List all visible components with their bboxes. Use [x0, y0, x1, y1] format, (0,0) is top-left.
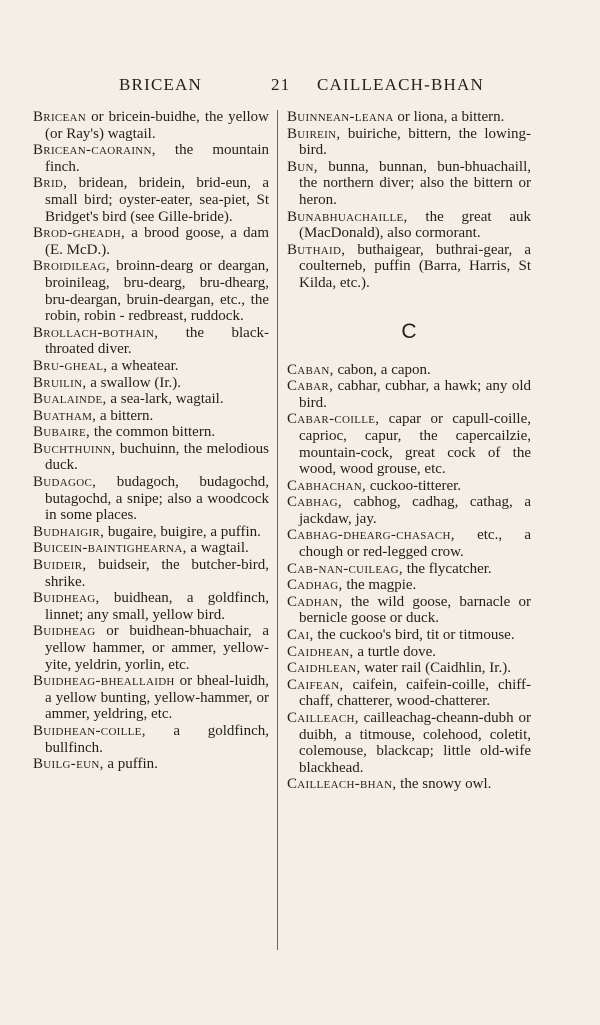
entry-definition: the black-throated diver.	[45, 324, 269, 358]
entry-definition: the wild goose, barnacle or bernicle goose or duck.	[299, 593, 531, 627]
running-head	[0, 75, 600, 95]
entry-headword: Cadhan,	[287, 593, 343, 610]
entry-definition: the great auk (MacDonald), also cormorant.	[299, 208, 531, 242]
entry-headword: Buinnean-leana	[287, 109, 394, 125]
entry-definition: the snowy owl.	[396, 776, 492, 793]
entry-definition: budagoch, budagochd, butagochd, a snipe; also a woodcock in some places.	[45, 474, 269, 524]
entry-definition: buidseir, the butcher-bird, shrike.	[45, 557, 269, 590]
entry-headword: Buchthuinn,	[33, 440, 116, 457]
entry-headword: Buirein,	[287, 125, 341, 142]
dictionary-entry	[287, 494, 531, 527]
dictionary-entry	[287, 627, 531, 644]
entry-headword: Buidheag	[33, 623, 96, 640]
entry-definition: buidhean, a goldfinch, linnet; any small, yellow bird.	[45, 590, 269, 623]
entry-headword: Cadhag,	[287, 577, 343, 594]
entry-headword: Bricean-caorainn,	[33, 142, 156, 159]
dictionary-entry	[287, 478, 531, 495]
left-column	[33, 109, 269, 773]
entry-definition: bridean, bridein, brid-eun, a small bird; oyster-eater, sea-piet, St Bridget's bird (see Gille-bride).	[45, 175, 269, 225]
dictionary-entry	[287, 411, 531, 477]
dictionary-entry	[287, 644, 531, 661]
dictionary-entry	[287, 109, 531, 126]
entry-definition: a wheatear.	[107, 357, 179, 374]
dictionary-entry	[287, 126, 531, 159]
dictionary-entry	[287, 677, 531, 710]
entry-definition: cailleachag-cheann-dubh or duibh, a titmouse, colehood, coletit, colemouse, blackcap; little old-wife blackhead.	[299, 710, 531, 776]
dictionary-entry	[33, 375, 269, 392]
right-top-entries	[287, 109, 531, 292]
entry-headword: Caifean,	[287, 676, 344, 693]
entry-definition: a goldfinch, bullfinch.	[45, 722, 269, 756]
entry-definition: cabhar, cubhar, a hawk; any old bird.	[299, 378, 531, 411]
right-bottom-entries	[287, 362, 531, 793]
entry-headword: Bruilin,	[33, 374, 87, 391]
dictionary-entry	[287, 527, 531, 560]
entry-headword: Bunabhuachaille,	[287, 208, 408, 225]
entry-definition: a swallow (Ir.).	[86, 374, 181, 391]
dictionary-entry	[33, 756, 269, 773]
entry-definition: capar or capull-coille, caprioc, capur, the capercailzie, mountain-cock, great cock of the wood, wood grouse, etc.	[299, 411, 531, 478]
entry-headword: Buidheag,	[33, 590, 100, 607]
right-column	[287, 109, 531, 793]
entry-headword: Caidhean,	[287, 643, 354, 660]
dictionary-entry	[33, 391, 269, 408]
entry-definition: or bheal-luidh, a yellow bunting, yellow-hammer, or ammer, yeldring, etc.	[45, 673, 269, 723]
dictionary-entry	[287, 378, 531, 411]
dictionary-entry	[33, 524, 269, 541]
entry-headword: Buideir,	[33, 557, 87, 574]
dictionary-entry	[33, 590, 269, 623]
entry-definition: a bittern.	[96, 407, 154, 424]
entry-headword: Cabar-coille,	[287, 411, 380, 428]
entry-headword: Bru-gheal,	[33, 357, 108, 374]
entry-headword: Buidheag-bheallaidh	[33, 673, 175, 690]
dictionary-entry	[33, 441, 269, 474]
page-number: 21	[271, 75, 291, 94]
dictionary-entry	[33, 557, 269, 590]
entry-headword: Cabar,	[287, 378, 334, 395]
entry-definition: cabhog, cadhag, cathag, a jackdaw, jay.	[299, 494, 531, 527]
dictionary-entry	[33, 109, 269, 142]
entry-headword: Cailleach-bhan,	[287, 776, 397, 793]
entry-headword: Builg-eun,	[33, 756, 104, 773]
dictionary-entry	[287, 594, 531, 627]
entry-definition: buiriche, bittern, the lowing-bird.	[299, 125, 531, 159]
entry-definition: bunna, bunnan, bun-bhuachaill, the northern diver; also the bittern or heron.	[299, 158, 531, 208]
entry-headword: Buthaid,	[287, 241, 346, 258]
entry-definition: caifein, caifein-coille, chiff-chaff, chatterer, wood-chatterer.	[299, 676, 531, 710]
entry-definition: water rail (Caidhlin, Ir.).	[360, 660, 511, 677]
entry-definition: the flycatcher.	[402, 560, 492, 577]
entry-definition: a puffin.	[103, 756, 158, 773]
entry-headword: Budagoc,	[33, 474, 97, 491]
entry-headword: Bricean	[33, 109, 87, 125]
running-head-left: BRICEAN	[119, 75, 203, 94]
entry-headword: Buidhean-coille,	[33, 722, 146, 739]
dictionary-entry	[33, 623, 269, 673]
entry-headword: Cailleach,	[287, 710, 359, 726]
dictionary-entry	[33, 225, 269, 258]
dictionary-entry	[33, 723, 269, 756]
entry-headword: Cabhag-dhearg-chasach,	[287, 527, 455, 544]
entry-headword: Buicein-baintighearna,	[33, 540, 187, 557]
dictionary-entry	[33, 175, 269, 225]
left-entries	[33, 109, 269, 773]
entry-headword: Bualainde,	[33, 391, 107, 408]
dictionary-entry	[33, 424, 269, 441]
dictionary-entry	[287, 159, 531, 209]
entry-headword: Cabhag,	[287, 494, 342, 511]
entry-definition: cabon, a capon.	[333, 361, 431, 378]
entry-definition: a brood goose, a dam (E. McD.).	[45, 225, 269, 258]
entry-definition: the cuckoo's bird, tit or titmouse.	[313, 627, 515, 644]
entry-headword: Caban,	[287, 361, 334, 378]
dictionary-entry	[287, 660, 531, 677]
entry-headword: Cabhachan,	[287, 477, 367, 494]
entry-definition: broinn-dearg or deargan, broinileag, bru-dearg, bru-dhearg, bru-deargan, bruin-deargan, etc., the robin, robin - redbreast, ruddock.	[45, 258, 269, 325]
entry-definition: buchuinn, the melodious duck.	[45, 440, 269, 474]
dictionary-entry	[33, 474, 269, 524]
entry-definition: or bricein-buidhe, the yellow (or Ray's) wagtail.	[45, 109, 269, 142]
entry-definition: or liona, a bittern.	[393, 109, 505, 125]
entry-definition: the magpie.	[342, 577, 417, 594]
dictionary-entry	[287, 242, 531, 292]
entry-headword: Brod-gheadh,	[33, 225, 126, 242]
entry-headword: Broidileag,	[33, 258, 110, 275]
entry-definition: or buidhean-bhuachair, a yellow hammer, or ammer, yellow-yite, yeldrin, yorlin, etc.	[45, 623, 269, 673]
dictionary-entry	[287, 577, 531, 594]
entry-definition: a sea-lark, wagtail.	[106, 391, 224, 408]
running-head-right: CAILLEACH-BHAN	[317, 75, 484, 94]
column-divider	[277, 110, 278, 950]
dictionary-entry	[287, 362, 531, 379]
entry-headword: Bubaire,	[33, 424, 91, 441]
entry-headword: Brid,	[33, 175, 68, 192]
dictionary-entry	[33, 258, 269, 324]
entry-definition: buthaigear, buthrai-gear, a coulterneb, puffin (Barra, Harris, St Kilda, etc.).	[299, 241, 531, 291]
dictionary-entry	[33, 142, 269, 175]
dictionary-entry	[33, 673, 269, 723]
entry-definition: etc., a chough or red-legged crow.	[299, 527, 531, 561]
dictionary-entry	[287, 209, 531, 242]
entry-definition: the common bittern.	[90, 424, 216, 441]
entry-headword: Bun,	[287, 158, 318, 175]
dictionary-entry	[33, 358, 269, 375]
entry-headword: Caidhlean,	[287, 660, 361, 677]
entry-headword: Budhaigir,	[33, 523, 105, 540]
dictionary-entry	[287, 710, 531, 776]
dictionary-entry	[33, 325, 269, 358]
dictionary-entry	[33, 408, 269, 425]
entry-headword: Cab-nan-cuileag,	[287, 560, 403, 577]
entry-definition: cuckoo-titterer.	[366, 477, 462, 494]
entry-definition: bugaire, buigire, a puffin.	[104, 523, 261, 540]
entry-headword: Buatham,	[33, 407, 97, 424]
entry-headword: Brollach-bothain,	[33, 324, 159, 341]
dictionary-entry	[287, 776, 531, 793]
section-letter: C	[401, 319, 417, 343]
entry-definition: the mountain finch.	[45, 142, 269, 175]
entry-definition: a turtle dove.	[353, 643, 437, 660]
dictionary-entry	[33, 540, 269, 557]
entry-definition: a wagtail.	[186, 540, 249, 557]
dictionary-entry	[287, 561, 531, 578]
entry-headword: Cai,	[287, 627, 314, 644]
